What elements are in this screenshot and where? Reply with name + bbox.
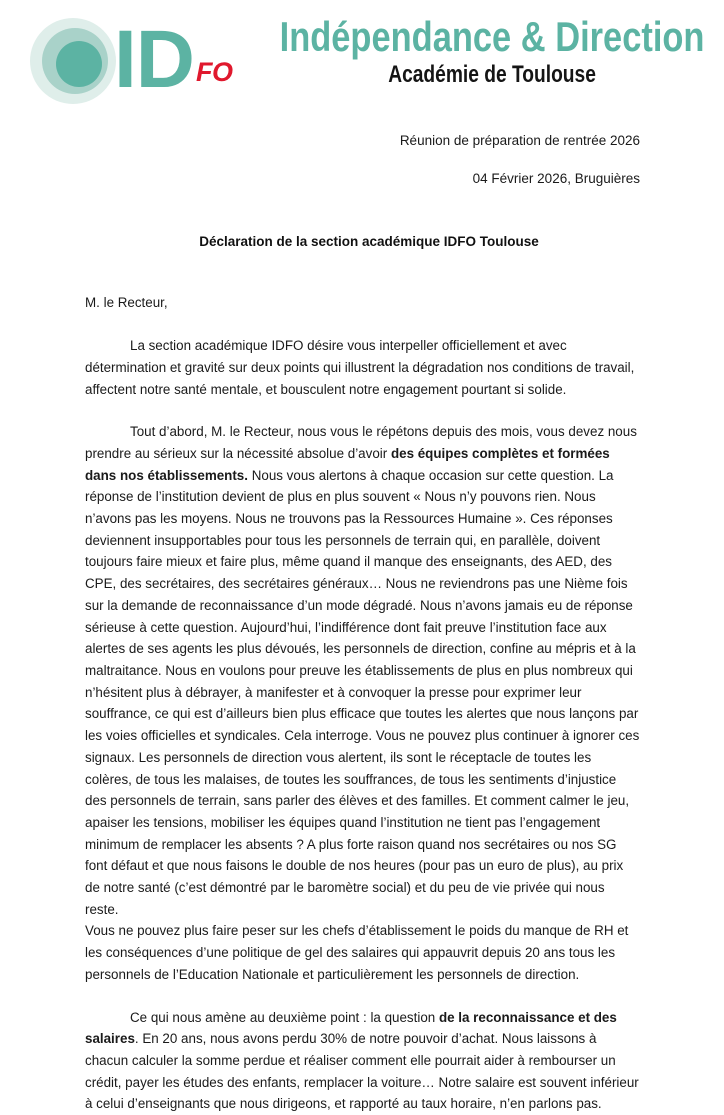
body-text: . En 20 ans, nous avons perdu 30% de notre pouvoir d’achat. Nous laissons à chacun calculer la somme perdue et réaliser comment elle pourrait aider à rembourser un crédit, payer les études des enfants, remplacer la voiture… Notre salaire est souvent inférieur à celui d’enseignants que nous dirigeons, et rapporté au taux horaire, n’en parlons pas. [85, 1031, 639, 1111]
paragraph-spacer [85, 400, 640, 421]
paragraph-p2 [85, 421, 640, 920]
date-place-line: 04 Février 2026, Bruguières [0, 170, 640, 188]
emphasis-text: de la reconnaissance et des salaires [85, 1010, 617, 1047]
emphasis-text: des équipes complètes et formées dans nos établissements. [85, 446, 610, 483]
letterhead-header [0, 0, 724, 118]
brand-subtitle: Académie de Toulouse [284, 62, 698, 88]
paragraph-p3 [85, 920, 640, 985]
brand-title: Indépendance & Direction [279, 16, 704, 59]
body-text: Ce qui nous amène au deuxième point : la question [130, 1010, 439, 1025]
logo-union-mark: FO [196, 57, 233, 88]
logo-circles-icon [28, 14, 120, 106]
salutation: M. le Recteur, [85, 292, 640, 314]
body-text: La section académique IDFO désire vous interpeller officiellement et avec détermination et gravité sur deux points qui illustrent la dégradation nos conditions de travail, affectent notre santé mentale, et bousculent notre engagement pourtant si solide. [85, 338, 634, 396]
page-title: Déclaration de la section académique IDFO Toulouse [0, 234, 724, 249]
brand-title-block [233, 8, 724, 88]
letter-body [85, 292, 640, 1115]
paragraph-spacer [85, 314, 640, 335]
body-text: Vous ne pouvez plus faire peser sur les chefs d’établissement le poids du manque de RH et les conséquences d’une politique de gel des salaires qui appauvrit depuis 20 ans tous les personnels de l’Education Nationale et particulièrement les personnels de direction. [85, 923, 628, 981]
paragraph-spacer [85, 986, 640, 1007]
body-text: Tout d’abord, M. le Recteur, nous vous le répétons depuis des mois, vous devez nous prendre au sérieux sur la nécessité absolue d’avoir [85, 424, 637, 461]
paragraph-list [85, 314, 640, 1115]
body-text: Nous vous alertons à chaque occasion sur cette question. La réponse de l’institution devient de plus en plus souvent « Nous n’y pouvons rien. Nous n’avons pas les moyens. Nous ne trouvons pas la Ressources Humaine ». Ces réponses deviennent insupportables pour tous les personnels de terrain qui, en parallèle, doivent toujours faire mieux et faire plus, même quand il manque des enseignants, des AED, des CPE, des secrétaires, des secrétaires généraux… Nous ne reviendrons pas une Nième fois sur la demande de reconnaissance d’un mode dégradé. Nous n’avons jamais eu de réponse sérieuse à cette question. Aujourd’hui, l’indifférence dont fait preuve l’institution face aux alertes de ses agents les plus dévoués, les personnels de direction, confine au mépris et à la maltraitance. Nous en voulons pour preuve les établissements de plus en plus nombreux qui n’hésitent plus à débrayer, à manifester et à convoquer la presse pour exprimer leur souffrance, ce qui est d’ailleurs bien plus efficace que toutes les alertes que nous lançons par les voies officielles et syndicales. Cela interroge. Vous ne pouvez plus continuer à ignorer ces signaux. Les personnels de direction vous alertent, ils sont le réceptacle de toutes les colères, de tous les malaises, de toutes les souffrances, de tous les sentiments d’injustice des personnels de terrain, sans parler des élèves et des familles. Et comment calmer le jeu, apaiser les tensions, mobiliser les équipes quand l’institution ne tient pas l’engagement minimum de remplacer les absents ? A plus forte raison quand nos secrétaires ou nos SG font défaut et que nous faisons le double de nos heures (pour pas un euro de plus), au prix de notre santé (c’est démontré par le baromètre social) et du peu de vie privée qui nous reste. [85, 468, 639, 917]
paragraph-p4 [85, 1007, 640, 1115]
logo-initials: ID [114, 24, 194, 96]
paragraph-p1 [85, 335, 640, 400]
logo-wordmark [114, 24, 233, 96]
logo-circle-inner [56, 41, 102, 87]
document-meta [0, 132, 724, 188]
meeting-line: Réunion de préparation de rentrée 2026 [0, 132, 640, 150]
idfo-logo [28, 8, 233, 106]
